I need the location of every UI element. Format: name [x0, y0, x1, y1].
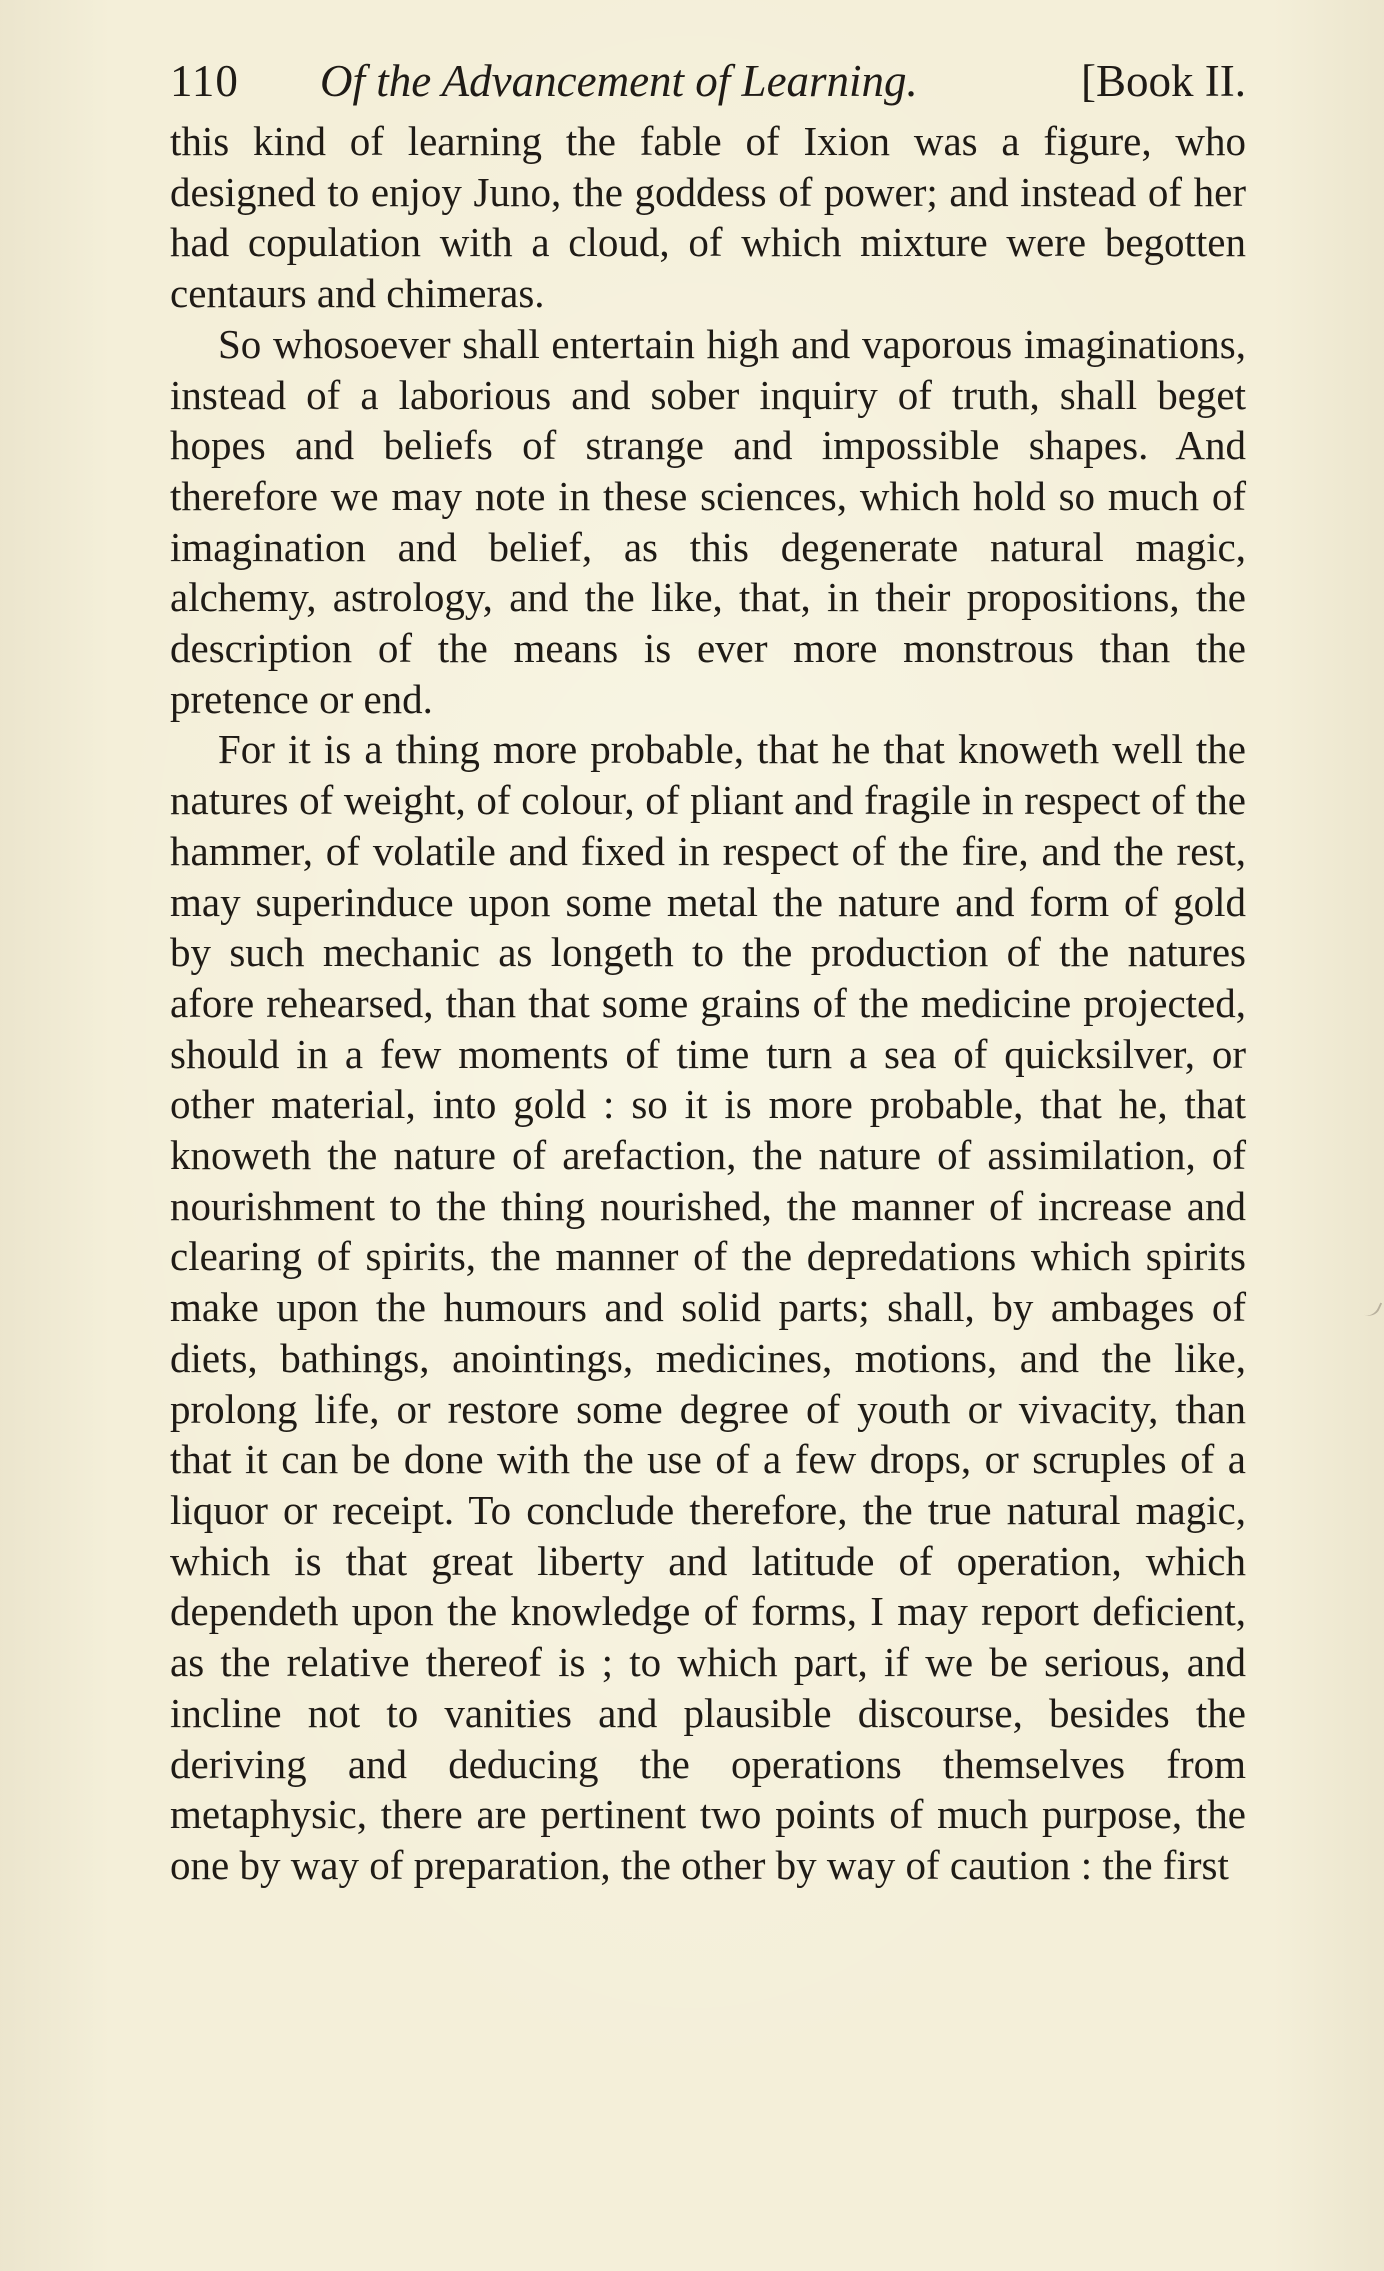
body-text	[170, 116, 1246, 1891]
book-label: [Book II.	[1081, 56, 1246, 106]
running-title: Of the Advancement of Learning.	[320, 56, 918, 106]
paragraph-ixion-fable: this kind of learning the fable of Ixion was a figure, who designed to enjoy Juno, the goddess of power; and instead of her had copulation with a cloud, of which mixture were begotten centaurs and chimeras.	[170, 118, 1246, 317]
page-number: 110	[170, 56, 239, 106]
margin-mark	[1364, 1298, 1382, 1319]
running-header	[170, 46, 1246, 116]
paragraph-natural-magic: For it is a thing more probable, that he that knoweth well the natures of weight, of colour, of pliant and fragile in respect of the hammer, of volatile and fixed in respect of the fire, and the rest, may superinduce upon some metal the nature and form of gold by such mechanic as longeth to the production of the natures afore rehearsed, than that some grains of the medicine projected, should in a few moments of time turn a sea of quicksilver, or other material, into gold : so it is more probable, that he, that knoweth the nature of arefaction, the nature of assimilation, of nourishment to the thing nourished, the manner of increase and clearing of spirits, the manner of the depredations which spirits make upon the humours and solid parts; shall, by ambages of diets, bathings, anointings, medicines, motions, and the like, prolong life, or restore some degree of youth or vivacity, than that it can be done with the use of a few drops, or scruples of a liquor or receipt. To conclude therefore, the true natural magic, which is that great liberty and latitude of operation, which dependeth upon the knowledge of forms, I may report deficient, as the relative thereof is ; to which part, if we be serious, and incline not to vanities and plausible discourse, besides the deriving and deducing the operations themselves from metaphysic, there are pertinent two points of much purpose, the one by way of preparation, the other by way of caution : the first	[170, 726, 1246, 1888]
paragraph-vaporous-imaginations: So whosoever shall entertain high and vaporous imaginations, instead of a laborious and sober inquiry of truth, shall beget hopes and beliefs of strange and impossible shapes. And therefore we may note in these sciences, which hold so much of imagination and belief, as this degenerate natural magic, alchemy, astrology, and the like, that, in their propositions, the description of the means is ever more monstrous than the pretence or end.	[170, 320, 1246, 722]
